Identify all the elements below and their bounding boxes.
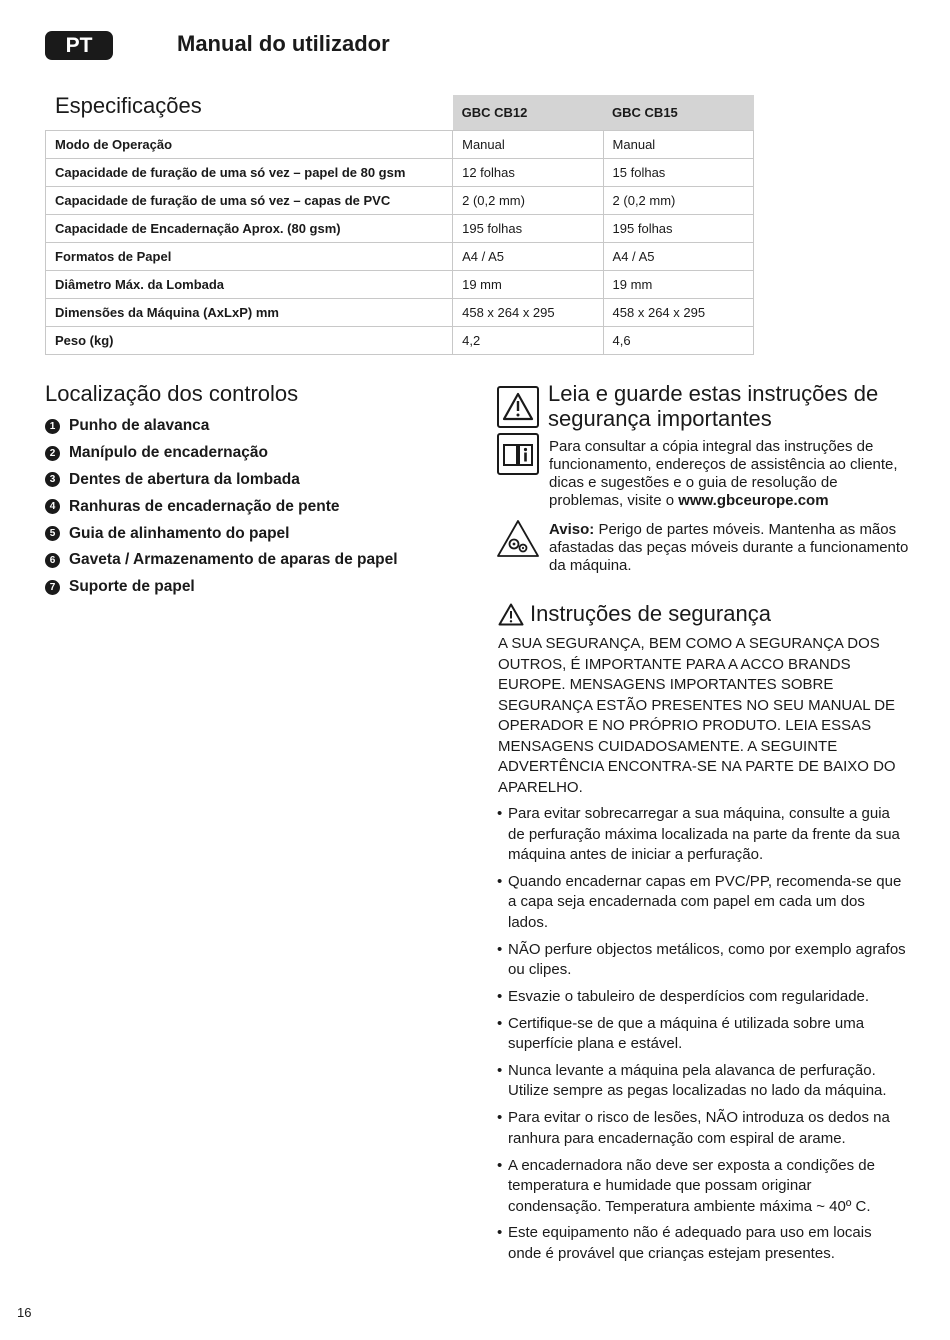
moving-parts-warning-icon [496, 519, 540, 559]
control-number-badge: 1 [45, 419, 60, 434]
control-number-badge: 4 [45, 499, 60, 514]
control-item [45, 520, 398, 547]
control-number-badge: 3 [45, 472, 60, 487]
safety-bullet: • NÃO perfure objectos metálicos, como por exemplo agrafos ou clipes. [497, 940, 909, 981]
control-label: Manípulo de encadernação [69, 444, 268, 462]
controls-title: Localização dos controlos [45, 381, 299, 406]
consult-paragraph [549, 438, 909, 510]
safety-instructions-heading [498, 601, 771, 627]
warning-triangle-icon [498, 603, 524, 626]
spec-value-cb15: 458 x 264 x 295 [603, 299, 753, 327]
control-label: Gaveta / Armazenamento de aparas de papel [69, 551, 398, 569]
page-title: Manual do utilizador [177, 31, 390, 56]
spec-value-cb15: 19 mm [603, 271, 753, 299]
control-number-badge: 7 [45, 580, 60, 595]
spec-value-cb12: Manual [453, 131, 603, 159]
spec-row [46, 131, 754, 159]
spec-row [46, 187, 754, 215]
control-item [45, 440, 398, 467]
control-label: Guia de alinhamento do papel [69, 524, 290, 542]
spec-row [46, 215, 754, 243]
page-number: 16 [17, 1305, 32, 1320]
spec-column-header: GBC CB12 [453, 95, 603, 131]
spec-label: Formatos de Papel [46, 243, 453, 271]
safety-bullet: • Para evitar o risco de lesões, NÃO introduza os dedos na ranhura para encadernação com espiral de arame. [497, 1108, 909, 1149]
spec-label: Modo de Operação [46, 131, 453, 159]
spec-value-cb12: 4,2 [453, 327, 603, 355]
spec-label: Peso (kg) [46, 327, 453, 355]
safety-intro: A SUA SEGURANÇA, BEM COMO A SEGURANÇA DOS OUTROS, É IMPORTANTE PARA A ACCO BRANDS EUROPE. MENSAGENS IMPORTANTES SOBRE SEGURANÇA ESTÃO PRESENTES NO SEU MANUAL DE OPERADOR E NO PRÓPRIO PRODUTO. LEIA ESSAS MENSAGENS CUIDADOSAMENTE. A SEGUINTE ADVERTÊNCIA ENCONTRA-SE NA PARTE DE BAIXO DO APARELHO. [498, 635, 896, 796]
consult-text: Para consultar a cópia integral das instruções de funcionamento, endereços de assistência ao cliente, dicas e sugestões e o guia de resolução de problemas, visite o [549, 438, 898, 509]
spec-value-cb12: 19 mm [453, 271, 603, 299]
language-badge: PT [45, 31, 113, 60]
spec-value-cb15: Manual [603, 131, 753, 159]
specifications-title: Especificações [55, 93, 202, 118]
control-item [45, 547, 398, 574]
spec-value-cb12: 2 (0,2 mm) [453, 187, 603, 215]
control-item [45, 574, 398, 601]
warning-label: Aviso: [549, 521, 595, 538]
control-label: Suporte de papel [69, 578, 195, 596]
manual-info-icon [497, 433, 539, 475]
spec-value-cb15: 2 (0,2 mm) [603, 187, 753, 215]
safety-bullet-list [497, 804, 909, 1271]
spec-value-cb15: 15 folhas [603, 159, 753, 187]
safety-bullet: • Este equipamento não é adequado para uso em locais onde é provável que crianças estejam presentes. [497, 1223, 909, 1264]
safety-bullet: • Para evitar sobrecarregar a sua máquina, consulte a guia de perfuração máxima localizada na parte da frente da sua máquina antes de iniciar a perfuração. [497, 804, 909, 866]
spec-value-cb12: A4 / A5 [453, 243, 603, 271]
spec-row [46, 327, 754, 355]
spec-column-header: GBC CB15 [603, 95, 753, 131]
warning-text: Perigo de partes móveis. Mantenha as mãos afastadas das peças móveis durante a funcionamento da máquina. [549, 521, 909, 574]
control-number-badge: 2 [45, 446, 60, 461]
spec-value-cb12: 458 x 264 x 295 [453, 299, 603, 327]
spec-value-cb12: 12 folhas [453, 159, 603, 187]
warning-paragraph [549, 521, 909, 575]
spec-label: Capacidade de furação de uma só vez – capas de PVC [46, 187, 453, 215]
control-item [45, 413, 398, 440]
spec-label: Diâmetro Máx. da Lombada [46, 271, 453, 299]
specifications-table [45, 95, 754, 355]
spec-value-cb15: 195 folhas [603, 215, 753, 243]
spec-value-cb12: 195 folhas [453, 215, 603, 243]
spec-row [46, 271, 754, 299]
control-label: Ranhuras de encadernação de pente [69, 497, 340, 515]
control-number-badge: 6 [45, 553, 60, 568]
safety-notice-heading: Leia e guarde estas instruções de segurança importantes [548, 381, 879, 431]
spec-row [46, 299, 754, 327]
control-item [45, 467, 398, 494]
control-item [45, 493, 398, 520]
spec-value-cb15: 4,6 [603, 327, 753, 355]
spec-value-cb15: A4 / A5 [603, 243, 753, 271]
safety-bullet: • Quando encadernar capas em PVC/PP, recomenda-se que a capa seja encadernada com papel em cada um dos lados. [497, 872, 909, 934]
safety-bullet: • Nunca levante a máquina pela alavanca de perfuração. Utilize sempre as pegas localizadas no lado da máquina. [497, 1061, 909, 1102]
spec-label: Capacidade de furação de uma só vez – papel de 80 gsm [46, 159, 453, 187]
website-link[interactable]: www.gbceurope.com [678, 492, 829, 509]
controls-list [45, 413, 398, 601]
spec-row [46, 243, 754, 271]
spec-label: Capacidade de Encadernação Aprox. (80 gsm) [46, 215, 453, 243]
safety-bullet: • Certifique-se de que a máquina é utilizada sobre uma superfície plana e estável. [497, 1014, 909, 1055]
safety-bullet: • A encadernadora não deve ser exposta a condições de temperatura e humidade que possam originar condensação. Temperatura ambiente máxima ~ 40º C. [497, 1156, 909, 1218]
control-label: Dentes de abertura da lombada [69, 470, 300, 488]
control-number-badge: 5 [45, 526, 60, 541]
spec-row [46, 159, 754, 187]
spec-label: Dimensões da Máquina (AxLxP) mm [46, 299, 453, 327]
warning-triangle-icon [497, 386, 539, 428]
safety-bullet: • Esvazie o tabuleiro de desperdícios com regularidade. [497, 987, 909, 1008]
safety-instructions-title: Instruções de segurança [530, 601, 771, 626]
control-label: Punho de alavanca [69, 417, 210, 435]
